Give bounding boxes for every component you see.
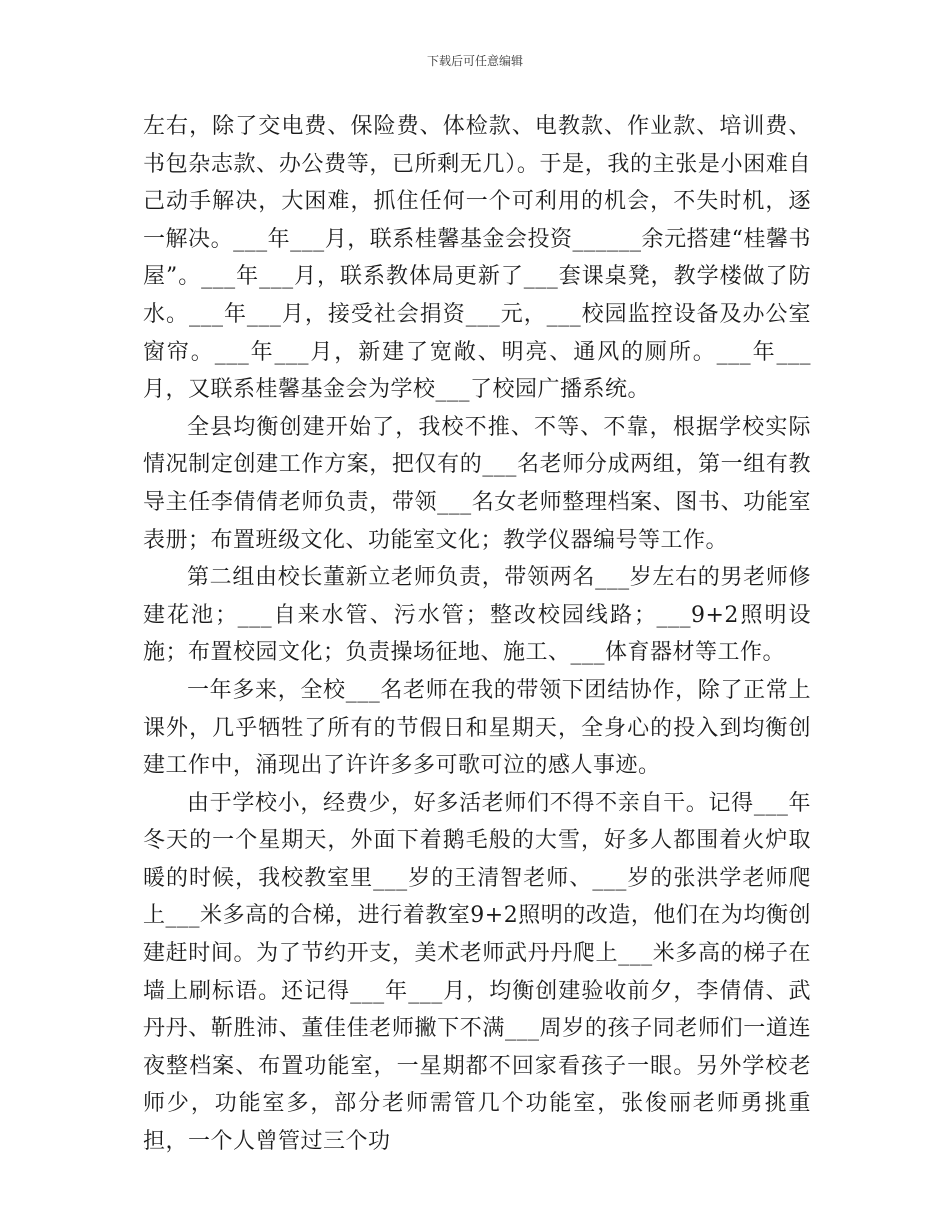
page-header: 下载后可任意编辑 <box>426 54 523 68</box>
paragraph: 全县均衡创建开始了，我校不推、不等、不靠，根据学校实际情况制定创建工作方案，把仅有的___名老师分成两组，第一组有教导主任李倩倩老师负责，带领___名女老师整理档案、图书、功能室表册；布置班级文化、功能室文化；教学仪器编号等工作。 <box>143 414 811 553</box>
paragraph: 第二组由校长董新立老师负责，带领两名___岁左右的男老师修建花池；___自来水管、污水管；整改校园线路；___9+2照明设施；布置校园文化；负责操场征地、施工、___体育器材等工作。 <box>143 565 811 666</box>
paragraph: 由于学校小，经费少，好多活老师们不得不亲自干。记得___年冬天的一个星期天，外面下着鹅毛般的大雪，好多人都围着火炉取暖的时候，我校教室里___岁的王清智老师、___岁的张洪学老师爬上___米多高的合梯，进行着教室9+2照明的改造，他们在为均衡创建赶时间。为了节约开支，美术老师武丹丹爬上___米多高的梯子在墙上刷标语。还记得___年___月，均衡创建验收前夕，李倩倩、武丹丹、靳胜沛、董佳佳老师撇下不满___周岁的孩子同老师们一道连夜整档案、布置功能室，一星期都不回家看孩子一眼。另外学校老师少，功能室多，部分老师需管几个功能室，张俊丽老师勇挑重担，一个人曾管过三个功 <box>143 790 811 1155</box>
document-body <box>143 108 811 1161</box>
paragraph: 左右，除了交电费、保险费、体检款、电教款、作业款、培训费、书包杂志款、办公费等，已所剩无几）。于是，我的主张是小困难自己动手解决，大困难，抓住任何一个可利用的机会，不失时机，逐一解决。___年___月，联系桂馨基金会投资______余元搭建“桂馨书屋”。___年___月，联系教体局更新了___套课桌凳，教学楼做了防水。___年___月，接受社会捐资___元，___校园监控设备及办公室窗帘。___年___月，新建了宽敞、明亮、通风的厕所。___年___月，又联系桂馨基金会为学校___了校园广播系统。 <box>143 114 811 403</box>
paragraph: 一年多来，全校___名老师在我的带领下团结协作，除了正常上课外，几乎牺牲了所有的节假日和星期天，全身心的投入到均衡创建工作中，涌现出了许许多多可歌可泣的感人事迹。 <box>143 677 811 779</box>
